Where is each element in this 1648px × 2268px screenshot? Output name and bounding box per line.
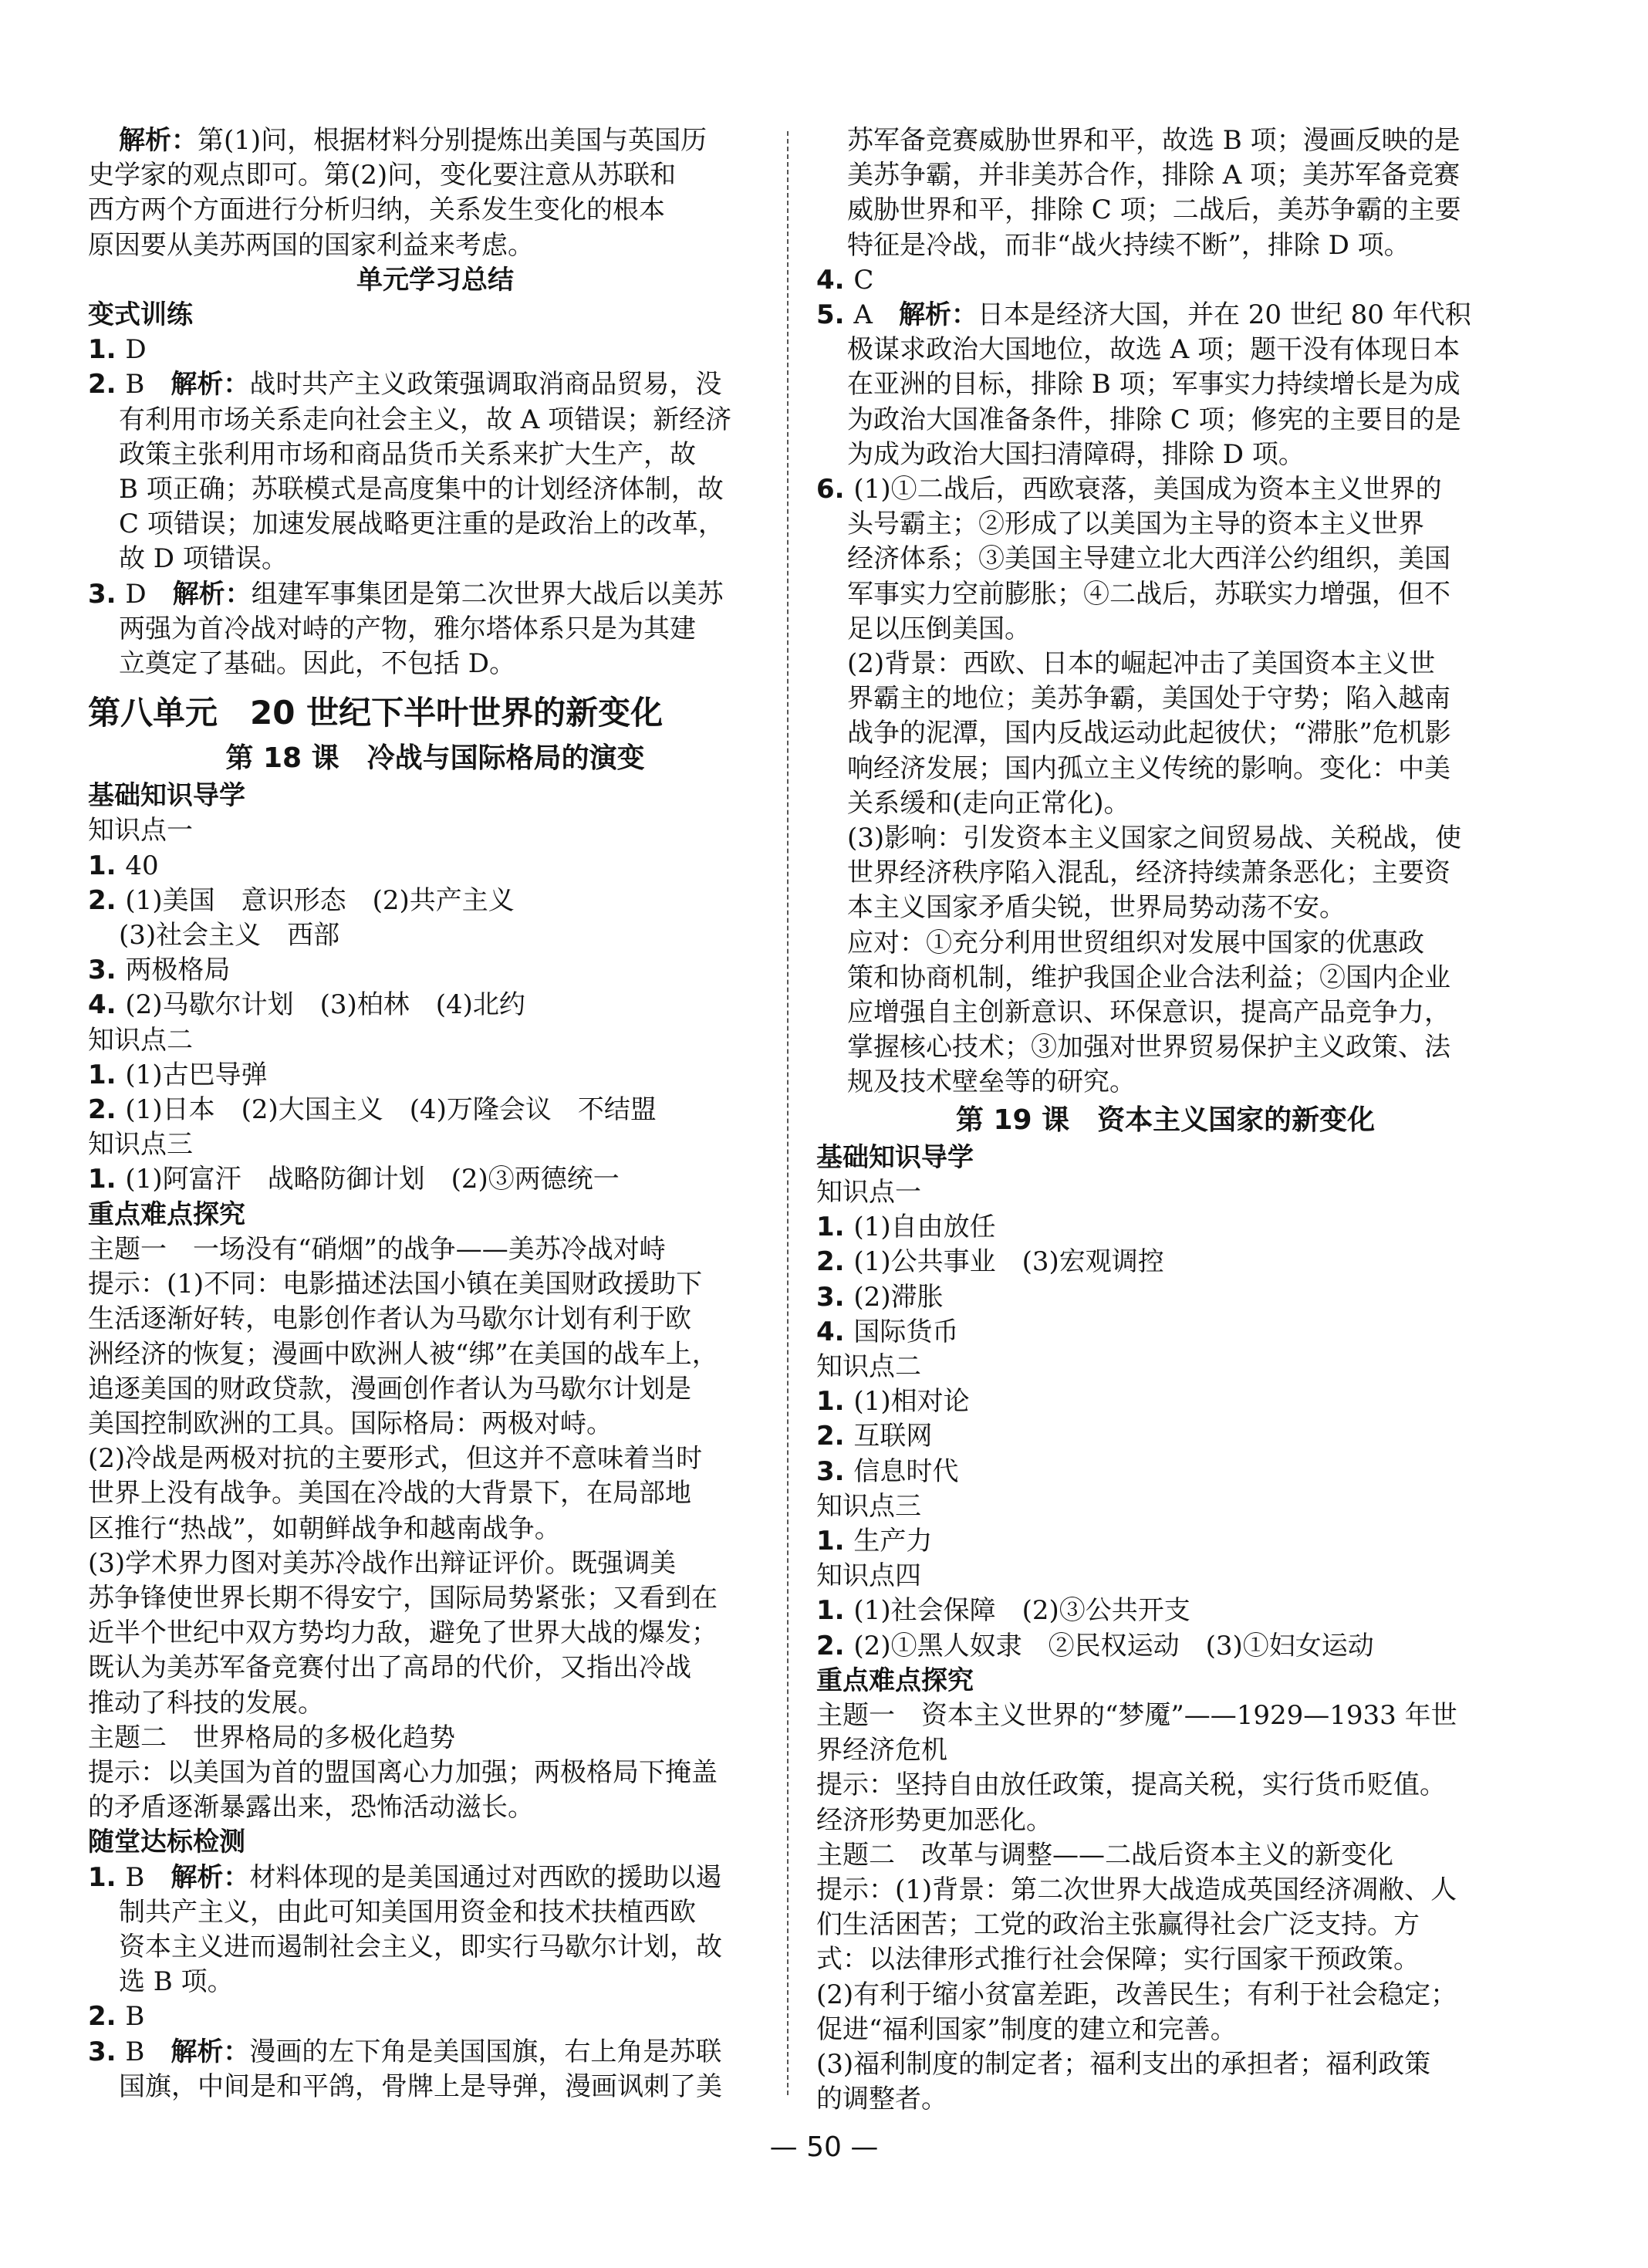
- text-line: [816, 403, 1515, 438]
- text-span: 漫画的左下角是美国国旗，右上角是苏联: [249, 2036, 722, 2067]
- text-line: [816, 1175, 1515, 1210]
- text-span: 第 18 课 冷战与国际格局的演变: [225, 742, 645, 775]
- text-span: 有利用市场关系走向社会主义，故 A 项错误；新经济: [119, 404, 732, 435]
- text-line: [88, 1546, 782, 1581]
- bold-label: 单元学习总结: [356, 264, 514, 296]
- text-line: [816, 821, 1515, 856]
- text-line: [816, 472, 1515, 507]
- text-span: 为成为政治大国扫清障碍，排除 D 项。: [847, 438, 1305, 470]
- text-line: [88, 1023, 782, 1058]
- unit-title: [88, 688, 782, 739]
- text-span: 规及技术壁垒等的研究。: [847, 1066, 1136, 1098]
- text-span: 在亚洲的目标，排除 B 项；军事实力持续增长是为成: [847, 369, 1461, 401]
- text-line: [816, 1315, 1515, 1350]
- text-line: [816, 333, 1515, 367]
- text-span: C 项错误；加速发展战略更注重的是政治上的改革，: [119, 509, 724, 540]
- text-span: A: [853, 299, 899, 331]
- text-line: [816, 1942, 1515, 1977]
- text-line: [816, 1489, 1515, 1524]
- text-line: [88, 1372, 782, 1407]
- text-line: [816, 1065, 1515, 1100]
- text-span: (1)日本 (2)大国主义 (4)万隆会议 不结盟: [125, 1094, 657, 1126]
- text-span: 信息时代: [853, 1455, 959, 1487]
- text-span: (1)公共事业 (3)宏观调控: [853, 1246, 1164, 1278]
- text-line: [88, 298, 782, 333]
- text-span: 提示：(1)不同：电影描述法国小镇在美国财政援助下: [88, 1269, 703, 1300]
- text-line: [88, 1267, 782, 1302]
- text-span: 主题二 世界格局的多极化趋势: [88, 1722, 455, 1753]
- bold-label: 1.: [88, 1164, 126, 1195]
- text-span: 洲经济的恢复；漫画中欧洲人被“绑”在美国的战车上，: [88, 1338, 718, 1370]
- bold-label: 基础知识导学: [816, 1141, 974, 1173]
- bold-label: 随堂达标检测: [88, 1827, 245, 1858]
- text-line: [816, 438, 1515, 472]
- text-line: [88, 577, 782, 612]
- bold-label: 1.: [816, 1386, 854, 1418]
- text-span: (2)背景：西欧、日本的崛起冲击了美国资本主义世: [847, 648, 1436, 680]
- text-span: 战争的泥潭，国内反战运动此起彼伏；“滞胀”危机影: [847, 718, 1451, 749]
- text-line: [88, 1232, 782, 1267]
- text-span: (1)美国 意识形态 (2)共产主义: [125, 884, 515, 916]
- text-line: [88, 1930, 782, 1965]
- text-line: [816, 1030, 1515, 1065]
- text-line: [88, 918, 782, 953]
- text-line: [816, 681, 1515, 716]
- text-span: 生活逐渐好转，电影创作者认为马歇尔计划有利于欧: [88, 1303, 691, 1335]
- text-line: [88, 123, 782, 158]
- text-span: 材料体现的是美国通过对西欧的援助以遏: [249, 1861, 722, 1893]
- text-line: [88, 1825, 782, 1860]
- text-span: 头号霸主；②形成了以美国为主导的资本主义世界: [847, 509, 1424, 540]
- text-line: [88, 813, 782, 848]
- text-span: (1)古巴导弹: [125, 1059, 268, 1090]
- text-line: [816, 961, 1515, 995]
- text-span: 们生活困苦；工党的政治主张赢得社会广泛支持。方: [816, 1909, 1420, 1941]
- text-line: [816, 228, 1515, 263]
- text-line: [816, 647, 1515, 681]
- bold-label: 2.: [88, 1094, 126, 1126]
- text-span: 知识点一: [816, 1176, 921, 1208]
- bold-label: 1.: [816, 1595, 854, 1627]
- text-line: [88, 647, 782, 681]
- text-span: 知识点三: [88, 1129, 193, 1161]
- text-line: [88, 472, 782, 507]
- bold-label: 3.: [88, 578, 126, 610]
- text-line: [816, 1838, 1515, 1873]
- text-line: [816, 1803, 1515, 1838]
- text-line: [816, 716, 1515, 751]
- text-span: 互联网: [853, 1421, 933, 1452]
- text-line: [816, 367, 1515, 402]
- text-span: 为政治大国准备条件，排除 C 项；修宪的主要目的是: [847, 404, 1461, 435]
- bold-label: 解析：: [171, 2036, 250, 2067]
- text-span: B: [125, 369, 171, 401]
- text-span: 主题一 资本主义世界的“梦魇”——1929—1933 年世: [816, 1699, 1457, 1731]
- text-line: [816, 507, 1515, 542]
- text-span: 知识点四: [816, 1560, 921, 1592]
- text-span: 界霸主的地位；美苏争霸，美国处于守势；陷入越南: [847, 683, 1450, 715]
- bold-label: 3.: [88, 955, 126, 986]
- text-span: 史学家的观点即可。第(2)问，变化要注意从苏联和: [88, 160, 677, 191]
- text-span: (1)社会保障 (2)③公共开支: [853, 1595, 1190, 1627]
- text-line: [816, 542, 1515, 576]
- text-line: [816, 926, 1515, 961]
- text-line: [88, 193, 782, 228]
- text-span: 推动了科技的发展。: [88, 1687, 324, 1719]
- text-line: [816, 891, 1515, 925]
- text-span: (3)福利制度的制定者；福利支出的承担者；福利政策: [816, 2048, 1431, 2080]
- text-line: [88, 403, 782, 438]
- text-span: 经济体系；③美国主导建立北大西洋公约组织，美国: [847, 543, 1450, 575]
- text-line: [816, 1698, 1515, 1733]
- bold-label: 1.: [88, 850, 126, 881]
- text-line: [816, 995, 1515, 1030]
- bold-label: 4.: [816, 1316, 854, 1347]
- text-span: 既认为美苏军备竞赛付出了高昂的代价，又指出冷战: [88, 1652, 691, 1684]
- bold-label: 4.: [88, 989, 126, 1021]
- text-line: [88, 884, 782, 918]
- text-line: [816, 193, 1515, 228]
- text-span: (2)滞胀: [853, 1281, 944, 1313]
- bold-label: 4.: [816, 264, 854, 296]
- text-span: 知识点三: [816, 1490, 921, 1522]
- text-span: 苏争锋使世界长期不得安宁，国际局势紧张；又看到在: [88, 1582, 718, 1614]
- text-span: (2)有利于缩小贫富差距，改善民生；有利于社会稳定；: [816, 1979, 1457, 2010]
- text-span: 威胁世界和平，排除 C 项；二战后，美苏争霸的主要: [847, 194, 1461, 226]
- text-line: [816, 856, 1515, 891]
- bold-label: 解析：: [898, 299, 978, 331]
- bold-label: 重点难点探究: [88, 1198, 245, 1230]
- text-line: [816, 1141, 1515, 1175]
- text-span: (1)自由放任: [853, 1212, 996, 1243]
- text-span: (1)相对论: [853, 1386, 970, 1418]
- text-line: [816, 1908, 1515, 1942]
- text-span: B 项正确；苏联模式是高度集中的计划经济体制，故: [119, 474, 724, 505]
- text-span: 国际货币: [853, 1316, 959, 1347]
- text-line: [816, 1280, 1515, 1315]
- text-line: [88, 1093, 782, 1127]
- bold-label: 2.: [88, 2001, 126, 2033]
- text-line: [88, 1651, 782, 1685]
- text-span: 极谋求政治大国地位，故选 A 项；题干没有体现日本: [847, 334, 1461, 366]
- text-line: [816, 1733, 1515, 1768]
- text-line: [88, 158, 782, 193]
- text-line: [88, 1162, 782, 1197]
- bold-label: 2.: [88, 369, 126, 401]
- text-line: [816, 2047, 1515, 2082]
- text-span: B: [125, 2036, 171, 2067]
- text-span: 生产力: [853, 1525, 933, 1557]
- text-span: 区推行“热战”，如朝鲜战争和越南战争。: [88, 1513, 561, 1544]
- text-span: 响经济发展；国内孤立主义传统的影响。变化：中美: [847, 752, 1450, 784]
- text-line: [816, 1768, 1515, 1803]
- text-span: 40: [125, 850, 159, 881]
- text-span: 提示：以美国为首的盟国离心力加强；两极格局下掩盖: [88, 1756, 718, 1788]
- text-span: 应增强自主创新意识、环保意识，提高产品竞争力，: [847, 997, 1450, 1029]
- text-span: 提示：(1)背景：第二次世界大战造成英国经济凋敝、人: [816, 1874, 1457, 1905]
- text-line: [88, 612, 782, 647]
- text-line: [88, 1895, 782, 1930]
- right-column: [816, 123, 1515, 2117]
- text-line: [88, 1302, 782, 1337]
- text-span: D: [125, 334, 147, 366]
- text-line: [88, 1337, 782, 1372]
- text-line: [88, 1686, 782, 1721]
- text-line: [88, 1512, 782, 1546]
- text-span: 策和协商机制，维护我国企业合法利益；②国内企业: [847, 962, 1450, 993]
- text-line: [88, 438, 782, 472]
- text-line: [88, 1476, 782, 1511]
- bold-label: 6.: [816, 474, 854, 505]
- text-span: 本主义国家矛盾尖锐，世界局势动荡不安。: [847, 892, 1346, 924]
- text-line: [816, 1524, 1515, 1559]
- text-span: 主题一 一场没有“硝烟”的战争——美苏冷战对峙: [88, 1233, 666, 1265]
- text-span: 西方两个方面进行分析归纳，关系发生变化的根本: [88, 194, 665, 226]
- bold-label: 解析：: [119, 125, 198, 156]
- text-span: 苏军备竞赛威胁世界和平，故选 B 项；漫画反映的是: [847, 125, 1461, 156]
- text-line: [816, 123, 1515, 158]
- text-span: 的调整者。: [816, 2084, 947, 2115]
- text-line: [88, 1861, 782, 1895]
- text-span: 知识点二: [88, 1024, 193, 1056]
- text-span: (2)①黑人奴隶 ②民权运动 (3)①妇女运动: [853, 1630, 1374, 1661]
- text-line: [88, 2035, 782, 2070]
- text-line: [88, 507, 782, 542]
- text-line: [816, 577, 1515, 612]
- text-span: 第八单元 20 世纪下半叶世界的新变化: [88, 694, 664, 732]
- text-line: [88, 263, 782, 298]
- text-line: [88, 988, 782, 1022]
- text-span: 应对：①充分利用世贸组织对发展中国家的优惠政: [847, 927, 1424, 958]
- text-line: [88, 1721, 782, 1756]
- text-line: [88, 1965, 782, 1999]
- left-column: [88, 123, 782, 2104]
- text-span: 原因要从美苏两国的国家利益来考虑。: [88, 229, 534, 261]
- text-line: [816, 612, 1515, 647]
- text-span: 选 B 项。: [119, 1966, 234, 1998]
- text-span: 故 D 项错误。: [119, 543, 288, 575]
- bold-label: 2.: [816, 1630, 854, 1661]
- text-span: 两强为首冷战对峙的产物，雅尔塔体系只是为其建: [119, 613, 696, 644]
- lesson-title: [88, 739, 782, 779]
- text-line: [88, 1058, 782, 1093]
- text-span: 组建军事集团是第二次世界大战后以美苏: [251, 578, 724, 610]
- bold-label: 2.: [816, 1246, 854, 1278]
- text-span: 提示：坚持自由放任政策，提高关税，实行货币贬值。: [816, 1769, 1446, 1801]
- text-line: [88, 849, 782, 884]
- text-line: [816, 1350, 1515, 1384]
- text-span: 战时共产主义政策强调取消商品贸易，没: [249, 369, 722, 401]
- text-span: 知识点二: [816, 1350, 921, 1382]
- bold-label: 2.: [816, 1421, 854, 1452]
- text-span: 第 19 课 资本主义国家的新变化: [955, 1104, 1376, 1136]
- text-span: 主题二 改革与调整——二战后资本主义的新变化: [816, 1839, 1393, 1871]
- bold-label: 解析：: [172, 578, 252, 610]
- text-line: [816, 2013, 1515, 2047]
- text-span: 资本主义进而遏制社会主义，即实行马歇尔计划，故: [119, 1931, 722, 1962]
- text-span: C: [853, 264, 874, 296]
- text-span: 世界上没有战争。美国在冷战的大背景下，在局部地: [88, 1478, 691, 1509]
- text-line: [816, 786, 1515, 821]
- text-span: 知识点一: [88, 815, 193, 847]
- lesson-title: [816, 1100, 1515, 1141]
- bold-label: 解析：: [171, 1861, 250, 1893]
- text-span: 两极格局: [125, 955, 231, 986]
- text-span: 美国控制欧洲的工具。国际格局：两极对峙。: [88, 1408, 613, 1439]
- text-span: 第(1)问，根据材料分别提炼出美国与英国历: [198, 125, 707, 156]
- bold-label: 3.: [816, 1455, 854, 1487]
- column-divider: [787, 131, 789, 2095]
- text-line: [88, 1756, 782, 1790]
- text-line: [88, 1581, 782, 1616]
- text-span: 军事实力空前膨胀；④二战后，苏联实力增强，但不: [847, 578, 1450, 610]
- bold-label: 1.: [88, 334, 126, 366]
- text-span: (1)①二战后，西欧衰落，美国成为资本主义世界的: [853, 474, 1442, 505]
- text-span: (3)社会主义 西部: [119, 920, 340, 951]
- bold-label: 3.: [88, 2036, 126, 2067]
- text-line: [816, 1384, 1515, 1419]
- text-line: [88, 1407, 782, 1442]
- text-line: [816, 158, 1515, 193]
- text-span: B: [125, 2001, 145, 2033]
- bold-label: 1.: [816, 1525, 854, 1557]
- bold-label: 变式训练: [88, 299, 193, 331]
- text-span: 式：以法律形式推行社会保障；实行国家干预政策。: [816, 1944, 1420, 1976]
- text-span: D: [125, 578, 173, 610]
- text-line: [816, 298, 1515, 333]
- text-line: [88, 367, 782, 402]
- text-span: 经济形势更加恶化。: [816, 1804, 1052, 1836]
- text-line: [88, 1198, 782, 1232]
- page-number: — 50 —: [769, 2131, 879, 2163]
- text-line: [816, 1664, 1515, 1698]
- text-span: 美苏争霸，并非美苏合作，排除 A 项；美苏军备竞赛: [847, 160, 1461, 191]
- text-span: (3)影响：引发资本主义国家之间贸易战、关税战，使: [847, 823, 1462, 854]
- text-span: 促进“福利国家”制度的建立和完善。: [816, 2013, 1237, 2045]
- text-span: 日本是经济大国，并在 20 世纪 80 年代积: [977, 299, 1471, 331]
- text-line: [88, 228, 782, 263]
- bold-label: 1.: [88, 1861, 126, 1893]
- text-line: [816, 1245, 1515, 1279]
- text-line: [816, 752, 1515, 786]
- text-line: [816, 2082, 1515, 2117]
- text-span: 制共产主义，由此可知美国用资金和技术扶植西欧: [119, 1896, 696, 1928]
- text-span: 的矛盾逐渐暴露出来，恐怖活动滋长。: [88, 1792, 534, 1824]
- text-line: [88, 542, 782, 576]
- text-line: [816, 1455, 1515, 1489]
- text-span: (1)阿富汗 战略防御计划 (2)③两德统一: [125, 1164, 620, 1195]
- text-line: [816, 1419, 1515, 1454]
- text-span: 追逐美国的财政贷款，漫画创作者认为马歇尔计划是: [88, 1373, 691, 1404]
- text-span: B: [125, 1861, 171, 1893]
- text-span: 足以压倒美国。: [847, 613, 1031, 644]
- text-line: [88, 1616, 782, 1651]
- text-line: [816, 1559, 1515, 1594]
- text-line: [816, 1594, 1515, 1628]
- bold-label: 解析：: [171, 369, 250, 401]
- text-span: (2)冷战是两极对抗的主要形式，但这并不意味着当时: [88, 1443, 703, 1475]
- text-line: [88, 1442, 782, 1476]
- bold-label: 重点难点探究: [816, 1665, 974, 1696]
- bold-label: 3.: [816, 1281, 854, 1313]
- text-line: [816, 1210, 1515, 1245]
- text-line: [88, 1999, 782, 2034]
- text-line: [816, 1978, 1515, 2013]
- text-span: (2)马歇尔计划 (3)柏林 (4)北约: [125, 989, 525, 1021]
- text-line: [88, 779, 782, 813]
- text-line: [816, 1873, 1515, 1908]
- text-line: [88, 333, 782, 367]
- text-span: 政策主张利用市场和商品货币关系来扩大生产，故: [119, 438, 696, 470]
- text-line: [816, 263, 1515, 298]
- text-span: 立奠定了基础。因此，不包括 D。: [119, 648, 516, 680]
- text-span: 掌握核心技术；③加强对世界贸易保护主义政策、法: [847, 1032, 1450, 1063]
- text-line: [816, 1629, 1515, 1664]
- text-line: [88, 1127, 782, 1162]
- bold-label: 5.: [816, 299, 854, 331]
- text-span: 界经济危机: [816, 1735, 947, 1766]
- text-span: 世界经济秩序陷入混乱，经济持续萧条恶化；主要资: [847, 857, 1450, 889]
- text-line: [88, 1790, 782, 1825]
- text-line: [88, 953, 782, 988]
- text-span: 国旗，中间是和平鸽，骨牌上是导弹，漫画讽刺了美: [119, 2070, 722, 2102]
- text-line: [88, 2070, 782, 2104]
- bold-label: 1.: [816, 1212, 854, 1243]
- text-span: 关系缓和(走向正常化)。: [847, 787, 1130, 819]
- text-span: 特征是冷战，而非“战火持续不断”，排除 D 项。: [847, 229, 1410, 261]
- bold-label: 基础知识导学: [88, 780, 245, 812]
- bold-label: 2.: [88, 884, 126, 916]
- text-span: (3)学术界力图对美苏冷战作出辩证评价。既强调美: [88, 1547, 677, 1579]
- bold-label: 1.: [88, 1059, 126, 1090]
- text-span: 近半个世纪中双方势均力敌，避免了世界大战的爆发；: [88, 1617, 718, 1649]
